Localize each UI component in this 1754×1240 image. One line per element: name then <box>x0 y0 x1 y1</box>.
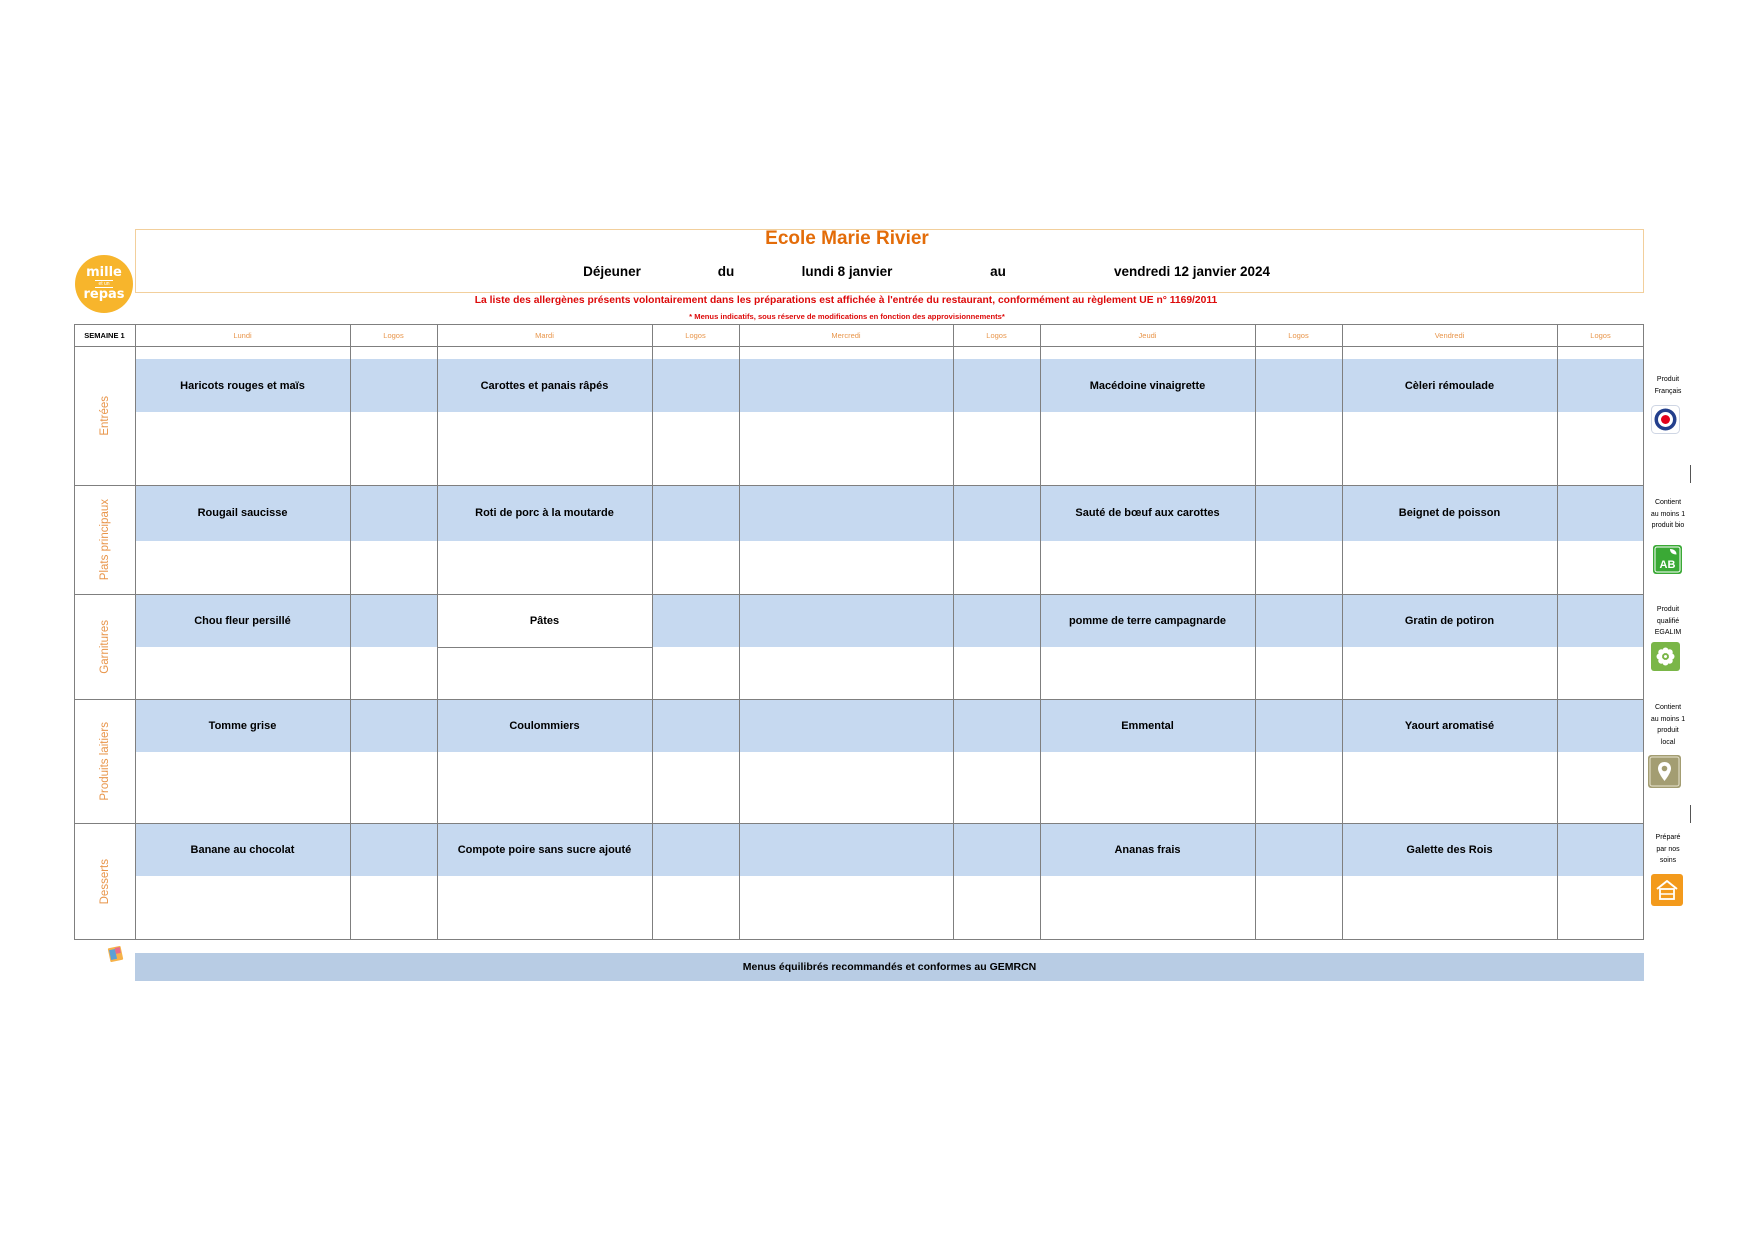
dish-plats-jeudi: Sauté de bœuf aux carottes <box>1040 485 1255 541</box>
homemade-house-icon <box>1651 874 1683 906</box>
logos-cell-entrees-jeudi <box>1255 359 1342 412</box>
column-header-logos: Logos <box>383 330 404 340</box>
logos-cell-plats-jeudi <box>1255 485 1342 541</box>
logos-cell-entrees-mercredi <box>953 359 1040 412</box>
column-header-vendredi: Vendredi <box>1434 330 1465 340</box>
column-header-jeudi: Jeudi <box>1138 330 1157 340</box>
dish-laitiers-jeudi: Emmental <box>1040 699 1255 752</box>
logos-cell-entrees-lundi <box>350 359 437 412</box>
logo-text-bottom: repas <box>83 287 125 302</box>
dish-plats-mardi: Roti de porc à la moutarde <box>437 485 652 541</box>
logos-cell-garnitures-mardi <box>652 594 739 647</box>
dish-garnitures-mardi: Pâtes <box>529 614 560 627</box>
legend-line: Préparé <box>1655 834 1681 841</box>
logos-cell-desserts-jeudi <box>1255 823 1342 876</box>
legend-line: produit bio <box>1651 522 1685 529</box>
from-word: du <box>717 264 735 279</box>
to-word: au <box>990 264 1006 279</box>
legend-line: Produit <box>1656 376 1680 383</box>
meal-label: Déjeuner <box>583 264 641 279</box>
indicative-menu-notice: * Menus indicatifs, sous réserve de modifications en fonction des approvisionnements* <box>689 312 1005 321</box>
logos-cell-plats-mercredi <box>953 485 1040 541</box>
legend-line: Produit <box>1656 606 1680 613</box>
legend-line: qualifié <box>1656 617 1680 625</box>
logos-cell-desserts-vendredi <box>1557 823 1644 876</box>
dish-entrees-vendredi: Cèleri rémoulade <box>1342 359 1557 412</box>
legend-divider <box>1690 465 1691 483</box>
legend-line: Contient <box>1654 499 1682 506</box>
dish-laitiers-vendredi: Yaourt aromatisé <box>1342 699 1557 752</box>
dish-garnitures-jeudi: pomme de terre campagnarde <box>1040 594 1255 647</box>
legend-line: au moins 1 <box>1650 715 1686 723</box>
logos-cell-desserts-mardi <box>652 823 739 876</box>
logo-text-middle: et un <box>95 280 112 288</box>
logos-cell-entrees-vendredi <box>1557 359 1644 412</box>
dish-plats-lundi: Rougail saucisse <box>135 485 350 541</box>
weekly-menu-table <box>74 324 1644 940</box>
logos-cell-plats-mardi <box>652 485 739 541</box>
mille-et-un-repas-logo <box>75 255 133 313</box>
category-label: Desserts <box>98 858 111 905</box>
allergen-notice: La liste des allergènes présents volontairement dans les préparations est affichée à l'entrée du restaurant, conformément au règlement UE n° 1169/2011 <box>474 295 1218 306</box>
logos-cell-plats-vendredi <box>1557 485 1644 541</box>
egalim-flower-icon <box>1651 642 1680 671</box>
category-label: Produits laitiers <box>98 721 111 801</box>
dish-garnitures-mercredi <box>739 594 953 647</box>
logos-cell-entrees-mardi <box>652 359 739 412</box>
dish-plats-vendredi: Beignet de poisson <box>1342 485 1557 541</box>
dish-garnitures-lundi: Chou fleur persillé <box>135 594 350 647</box>
organic-ab-icon <box>1653 545 1682 574</box>
dish-laitiers-lundi: Tomme grise <box>135 699 350 752</box>
legend-line: par nos <box>1656 845 1680 853</box>
logos-cell-laitiers-mardi <box>652 699 739 752</box>
column-header-logos: Logos <box>1590 330 1611 340</box>
legend-line: au moins 1 <box>1650 510 1686 518</box>
school-name: Ecole Marie Rivier <box>765 228 929 249</box>
logos-cell-garnitures-jeudi <box>1255 594 1342 647</box>
category-garnitures <box>74 594 135 699</box>
legend-label-local-product <box>1645 702 1691 748</box>
logos-cell-plats-lundi <box>350 485 437 541</box>
column-header-mardi: Mardi <box>535 330 554 340</box>
legend-label-egalim-product <box>1645 604 1691 639</box>
dish-entrees-mercredi <box>739 359 953 412</box>
category-label: Garnitures <box>98 619 111 674</box>
category-plats-principaux <box>74 485 135 594</box>
legend-label-french-product <box>1645 374 1691 397</box>
dish-entrees-jeudi: Macédoine vinaigrette <box>1040 359 1255 412</box>
logos-cell-garnitures-vendredi <box>1557 594 1644 647</box>
category-label: Plats principaux <box>98 498 111 581</box>
dish-desserts-jeudi: Ananas frais <box>1040 823 1255 876</box>
dish-desserts-vendredi: Galette des Rois <box>1342 823 1557 876</box>
dish-entrees-mardi: Carottes et panais râpés <box>437 359 652 412</box>
legend-line: produit <box>1657 727 1679 734</box>
legend-line: Contient <box>1654 704 1682 711</box>
dish-desserts-mercredi <box>739 823 953 876</box>
category-label: Entrées <box>98 395 111 436</box>
logos-cell-laitiers-mercredi <box>953 699 1040 752</box>
start-date: lundi 8 janvier <box>801 264 893 279</box>
legend-label-homemade <box>1645 832 1691 867</box>
colorful-card-icon <box>106 944 125 964</box>
logos-cell-desserts-lundi <box>350 823 437 876</box>
location-pin-icon <box>1648 755 1681 788</box>
french-roundel-icon <box>1651 405 1680 434</box>
dish-desserts-mardi: Compote poire sans sucre ajouté <box>437 823 652 876</box>
end-date: vendredi 12 janvier 2024 <box>1113 264 1271 279</box>
dish-entrees-lundi: Haricots rouges et maïs <box>135 359 350 412</box>
logos-cell-laitiers-lundi <box>350 699 437 752</box>
logo-text-top: mille <box>86 265 122 280</box>
dish-desserts-lundi: Banane au chocolat <box>135 823 350 876</box>
dish-garnitures-vendredi: Gratin de potiron <box>1342 594 1557 647</box>
column-header-logos: Logos <box>685 330 706 340</box>
legend-line: soins <box>1659 857 1677 864</box>
logos-cell-laitiers-jeudi <box>1255 699 1342 752</box>
column-header-mercredi: Mercredi <box>831 330 861 340</box>
column-header-logos: Logos <box>986 330 1007 340</box>
ab-letters: AB <box>1659 559 1676 571</box>
dish-plats-mercredi <box>739 485 953 541</box>
column-header-logos: Logos <box>1288 330 1309 340</box>
logos-cell-garnitures-lundi <box>350 594 437 647</box>
category-desserts <box>74 823 135 940</box>
legend-line: Français <box>1654 387 1682 395</box>
legend-line: local <box>1660 738 1676 746</box>
category-produits-laitiers <box>74 699 135 823</box>
logos-cell-laitiers-vendredi <box>1557 699 1644 752</box>
legend-divider <box>1690 805 1691 823</box>
week-label: SEMAINE 1 <box>84 330 125 340</box>
dish-laitiers-mercredi <box>739 699 953 752</box>
gemrcn-compliance-banner: Menus équilibrés recommandés et conformes au GEMRCN <box>135 953 1644 981</box>
dish-laitiers-mardi: Coulommiers <box>437 699 652 752</box>
legend-label-organic-product <box>1645 497 1691 532</box>
category-entrees <box>74 346 135 485</box>
logos-cell-desserts-mercredi <box>953 823 1040 876</box>
logos-cell-garnitures-mercredi <box>953 594 1040 647</box>
column-header-lundi: Lundi <box>233 330 252 340</box>
legend-line: EGALIM <box>1654 629 1682 636</box>
